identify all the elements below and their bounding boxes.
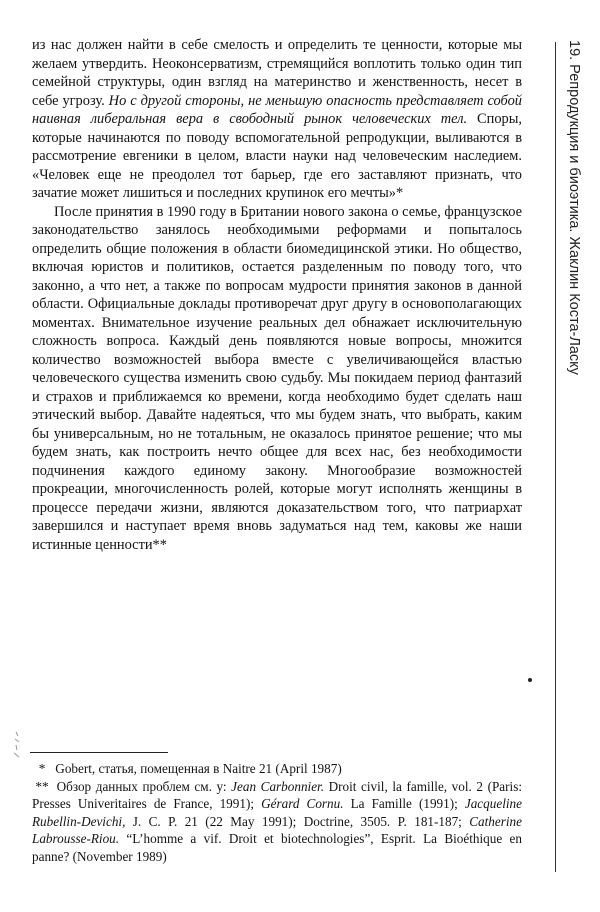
footnote-2-text-4: “L’homme a vif. Droit et biotechnologies”, Esprit. La Bioéthique en panne? (November 1989) [32, 831, 522, 864]
footnote-2-text-3: J. C. P. 21 (22 May 1991); Doctrine, 3505. P. 181-187; [125, 813, 470, 829]
footnote-2-lead: Обзор данных проблем см. у: [56, 778, 232, 794]
footnote-1 [32, 760, 522, 778]
paragraph-1 [32, 36, 522, 203]
paragraph-1-text-b: Споры, которые начинаются по поводу вспомогательной репродукции, выливаются в рассмотрение евгеники в целом, власти науки над человеческим наследием. «Человек еще не преодолел тот барьер, где его заставляют признать, что зачатие может лишиться и последних крупинок его мечты»* [32, 111, 522, 201]
footnote-2-author-1: Jean Carbonnier. [231, 778, 325, 794]
footnote-2-author-3: Jacqueline Rubellin-Devichi, [32, 796, 522, 829]
running-header-rule [555, 42, 556, 872]
footnote-1-marker: * [38, 761, 46, 776]
scribble-icon [10, 730, 24, 762]
paragraph-1-text-a: из нас должен найти в себе смелость и определить те ценности, которые мы желаем утвердить. Неоконсерватизм, стремящийся воплотить только один тип семейной структуры, один взгляд на материнство и женственность, несет в себе угрозу. [32, 37, 522, 109]
stray-mark [528, 678, 532, 682]
footnote-divider [30, 752, 168, 753]
footnote-2-author-4: Catherine Labrousse-Riou. [32, 813, 522, 846]
paragraph-2: После принятия в 1990 году в Британии нового закона о семье, французское законодательство занялось необходимыми реформами и попыталось определить общие положения в области биомедицинской этики. Но общество, включая юристов и политиков, остается разделенным по поводу того, что законно, а что нет, а также по вопросам мудрости принятия законов в данной области. Официальные доклады противоречат друг другу в основополагающих моментах. Внимательное изучение реальных дел обнажает исключительную сложность вопроса. Каждый день появляются новые вопросы, множится количество возможностей выбора вместе с увеличивающейся властью человеческого существа изменить свою судьбу. Мы покидаем период фантазий и страхов и приближаемся ко времени, когда необходимо будет сделать наш этический выбор. Давайте надеяться, что мы будем знать, что выбрать, каким бы универсальным, но не тотальным, не оказалось принятое решение; что мы будем знать, как построить нечто общее для всех нас, без необходимости подчинения каждого единому закону. Многообразие возможностей прокреации, многочисленность ролей, которые могут исполнять женщины в процессе передачи жизни, являются доказательством того, что патриархат завершился и наступает время вновь задуматься над тем, каковы же наши истинные ценности** [32, 203, 522, 553]
running-header: 19. Репродукция и биоэтика. Жаклин Коста-Ласку [566, 40, 582, 375]
footnote-1-text: Gobert, статья, помещенная в Naitre 21 (April 1987) [55, 761, 342, 776]
footnote-2-text-1: Droit civil, la famille, vol. 2 (Paris: Presses Univeritaires de France, 1991); [32, 778, 523, 811]
footnote-2-text-2: La Famille (1991); [343, 796, 465, 811]
footnotes [32, 760, 522, 865]
margin-scribble [10, 730, 24, 762]
footnote-2-marker: ** [35, 778, 49, 794]
footnote-2-author-2: Gérard Cornu. [261, 796, 344, 811]
main-text [32, 36, 522, 554]
paragraph-1-italic: Но с другой стороны, не меньшую опасность представляет собой наивная либеральная вера в свободный рынок человеческих тел. [32, 92, 522, 127]
footnote-2 [32, 778, 522, 866]
